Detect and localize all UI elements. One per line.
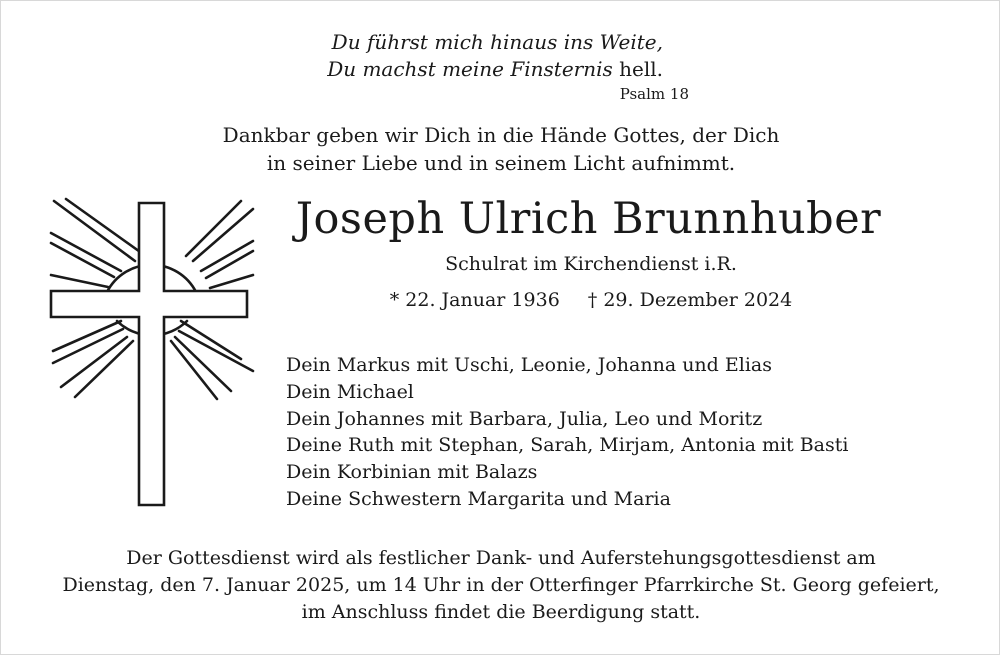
- family-member: Dein Markus mit Uschi, Leonie, Johanna und Elias: [286, 354, 772, 376]
- family-member: Dein Michael: [286, 380, 414, 403]
- family-member: Deine Ruth mit Stephan, Sarah, Mirjam, Antonia mit Basti: [286, 434, 849, 457]
- family-member: Dein Johannes mit Barbara, Julia, Leo und Moritz: [286, 407, 763, 430]
- psalm-line-2: [301, 56, 663, 83]
- death-date: † 29. Dezember 2024: [587, 289, 793, 311]
- psalm-line-2-text: Du machst meine Finsternis: [327, 57, 613, 81]
- intro-text: [151, 121, 851, 177]
- psalm-quote: [301, 29, 663, 83]
- psalm-reference: Psalm 18: [619, 85, 689, 103]
- psalm-line-2-end: hell.: [619, 57, 663, 81]
- service-line-2: Dienstag, den 7. Januar 2025, um 14 Uhr in der Otterfinger Pfarrkirche St. Georg gefeiert,: [62, 574, 940, 596]
- deceased-title: Schulrat im Kirchendienst i.R.: [445, 253, 737, 275]
- intro-line-1: Dankbar geben wir Dich in die Hände Gottes, der Dich: [222, 123, 780, 147]
- service-line-3: im Anschluss findet die Beerdigung statt.: [301, 601, 701, 623]
- psalm-line-1: Du führst mich hinaus ins Weite,: [331, 30, 663, 54]
- service-announcement: [11, 545, 991, 626]
- birth-date: * 22. Januar 1936: [389, 289, 560, 311]
- family-member: Dein Korbinian mit Balazs: [286, 461, 538, 484]
- deceased-name: Joseph Ulrich Brunnhuber: [295, 194, 882, 244]
- family-list: [286, 352, 966, 513]
- life-dates: [341, 287, 841, 313]
- service-line-1: Der Gottesdienst wird als festlicher Dank- und Auferstehungsgottesdienst am: [126, 547, 876, 569]
- intro-line-2: in seiner Liebe und in seinem Licht aufnimmt.: [266, 151, 736, 175]
- cross-with-sun-rays-icon: [41, 191, 255, 515]
- family-member: Deine Schwestern Margarita und Maria: [286, 487, 671, 510]
